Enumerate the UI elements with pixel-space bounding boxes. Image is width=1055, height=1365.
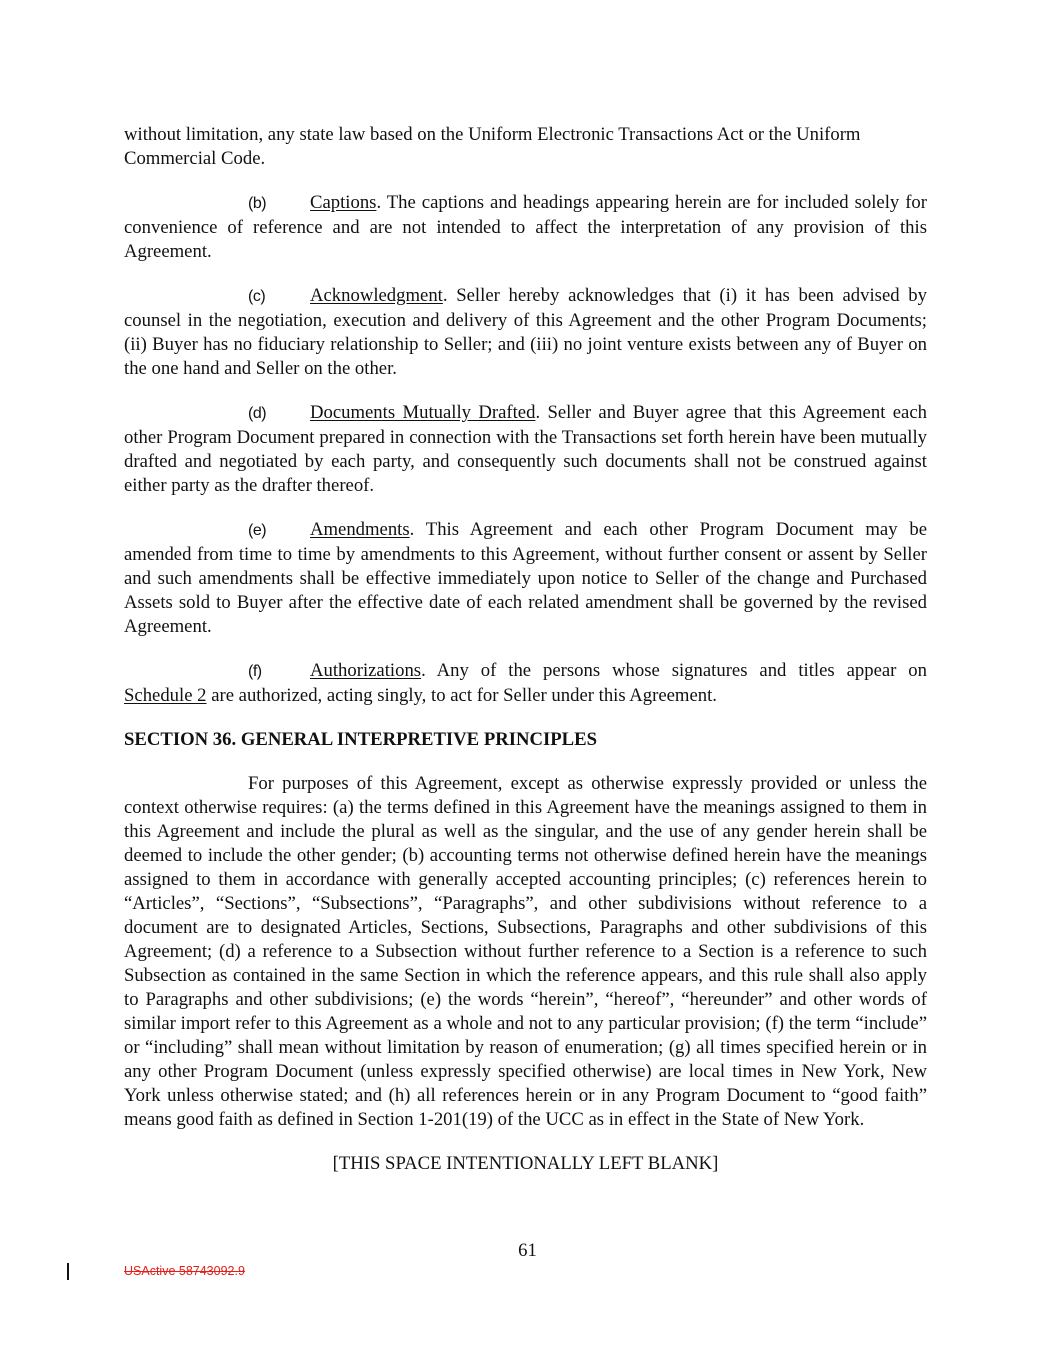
clause-text: . The captions and headings appearing herein are for included solely for convenience of reference and are not intended to affect the interpretation of any provision of this Agreement.	[124, 192, 927, 262]
clause-text: . Any of the persons whose signatures and titles appear on	[421, 660, 927, 681]
schedule-reference: Schedule 2	[124, 685, 207, 706]
clause-title: Captions	[310, 192, 377, 213]
page-number: 61	[518, 1240, 537, 1261]
clause-c	[124, 284, 927, 381]
change-bar	[67, 1263, 69, 1280]
document-id: USActive 58743092.9	[124, 1264, 245, 1278]
clause-d	[124, 401, 927, 498]
clause-label: (e)	[248, 522, 267, 539]
clause-label: (d)	[248, 405, 267, 422]
clause-text: . Seller and Buyer agree that this Agreement each other Program Document prepared in connection with the Transactions set forth herein have been mutually drafted and negotiated by each party, and consequently such documents shall not be construed against either party as the drafter thereof.	[124, 402, 927, 496]
clause-label: (c)	[248, 288, 266, 305]
clause-e	[124, 518, 927, 639]
clause-title: Amendments	[310, 519, 410, 540]
clause-f	[124, 659, 927, 708]
clause-tail: are authorized, acting singly, to act for Seller under this Agreement.	[206, 685, 717, 706]
clause-title: Acknowledgment	[310, 285, 443, 306]
continuation-paragraph: without limitation, any state law based on the Uniform Electronic Transactions Act or the Uniform Commercial Code.	[124, 124, 861, 169]
clause-b	[124, 191, 927, 264]
section-body	[124, 772, 927, 1132]
section-heading: SECTION 36. GENERAL INTERPRETIVE PRINCIPLES	[124, 729, 597, 750]
document-body	[124, 123, 927, 1195]
clause-text: . This Agreement and each other Program Document may be amended from time to time by amendments to this Agreement, without further consent or assent by Seller and such amendments shall be effective immediately upon notice to Seller of the change and Purchased Assets sold to Buyer after the effective date of each related amendment shall be governed by the revised Agreement.	[124, 519, 927, 637]
section-body-text: For purposes of this Agreement, except as otherwise expressly provided or unless the context otherwise requires: (a) the terms defined in this Agreement have the meanings assigned to them in this Agreement and include the plural as well as the singular, and the use of any gender herein shall be deemed to include the other gender; (b) accounting terms not otherwise defined herein have the meanings assigned to them in accordance with generally accepted accounting principles; (c) references herein to “Articles”, “Sections”, “Subsections”, “Paragraphs”, and other subdivisions without reference to a document are to designated Articles, Sections, Subsections, Paragraphs and other subdivisions of this Agreement; (d) a reference to a Subsection without further reference to a Section is a reference to such Subsection as contained in the same Section in which the reference appears, and this rule shall also apply to Paragraphs and other subdivisions; (e) the words “herein”, “hereof”, “hereunder” and other words of similar import refer to this Agreement as a whole and not to any particular provision; (f) the term “include” or “including” shall mean without limitation by reason of enumeration; (g) all times specified herein or in any other Program Document (unless expressly specified otherwise) are local times in New York, New York unless otherwise stated; and (h) all references herein or in any Program Document to “good faith” means good faith as defined in Section 1-201(19) of the UCC as in effect in the State of New York.	[124, 773, 927, 1130]
clause-label: (b)	[248, 195, 267, 212]
clause-title: Documents Mutually Drafted	[310, 402, 536, 423]
clause-title: Authorizations	[310, 660, 422, 681]
blank-notice: [THIS SPACE INTENTIONALLY LEFT BLANK]	[332, 1153, 719, 1174]
clause-label: (f)	[248, 663, 262, 680]
clause-text: . Seller hereby acknowledges that (i) it has been advised by counsel in the negotiation, execution and delivery of this Agreement and the other Program Documents; (ii) Buyer has no fiduciary relationship to Seller; and (iii) no joint venture exists between any of Buyer on the one hand and Seller on the other.	[124, 285, 927, 379]
